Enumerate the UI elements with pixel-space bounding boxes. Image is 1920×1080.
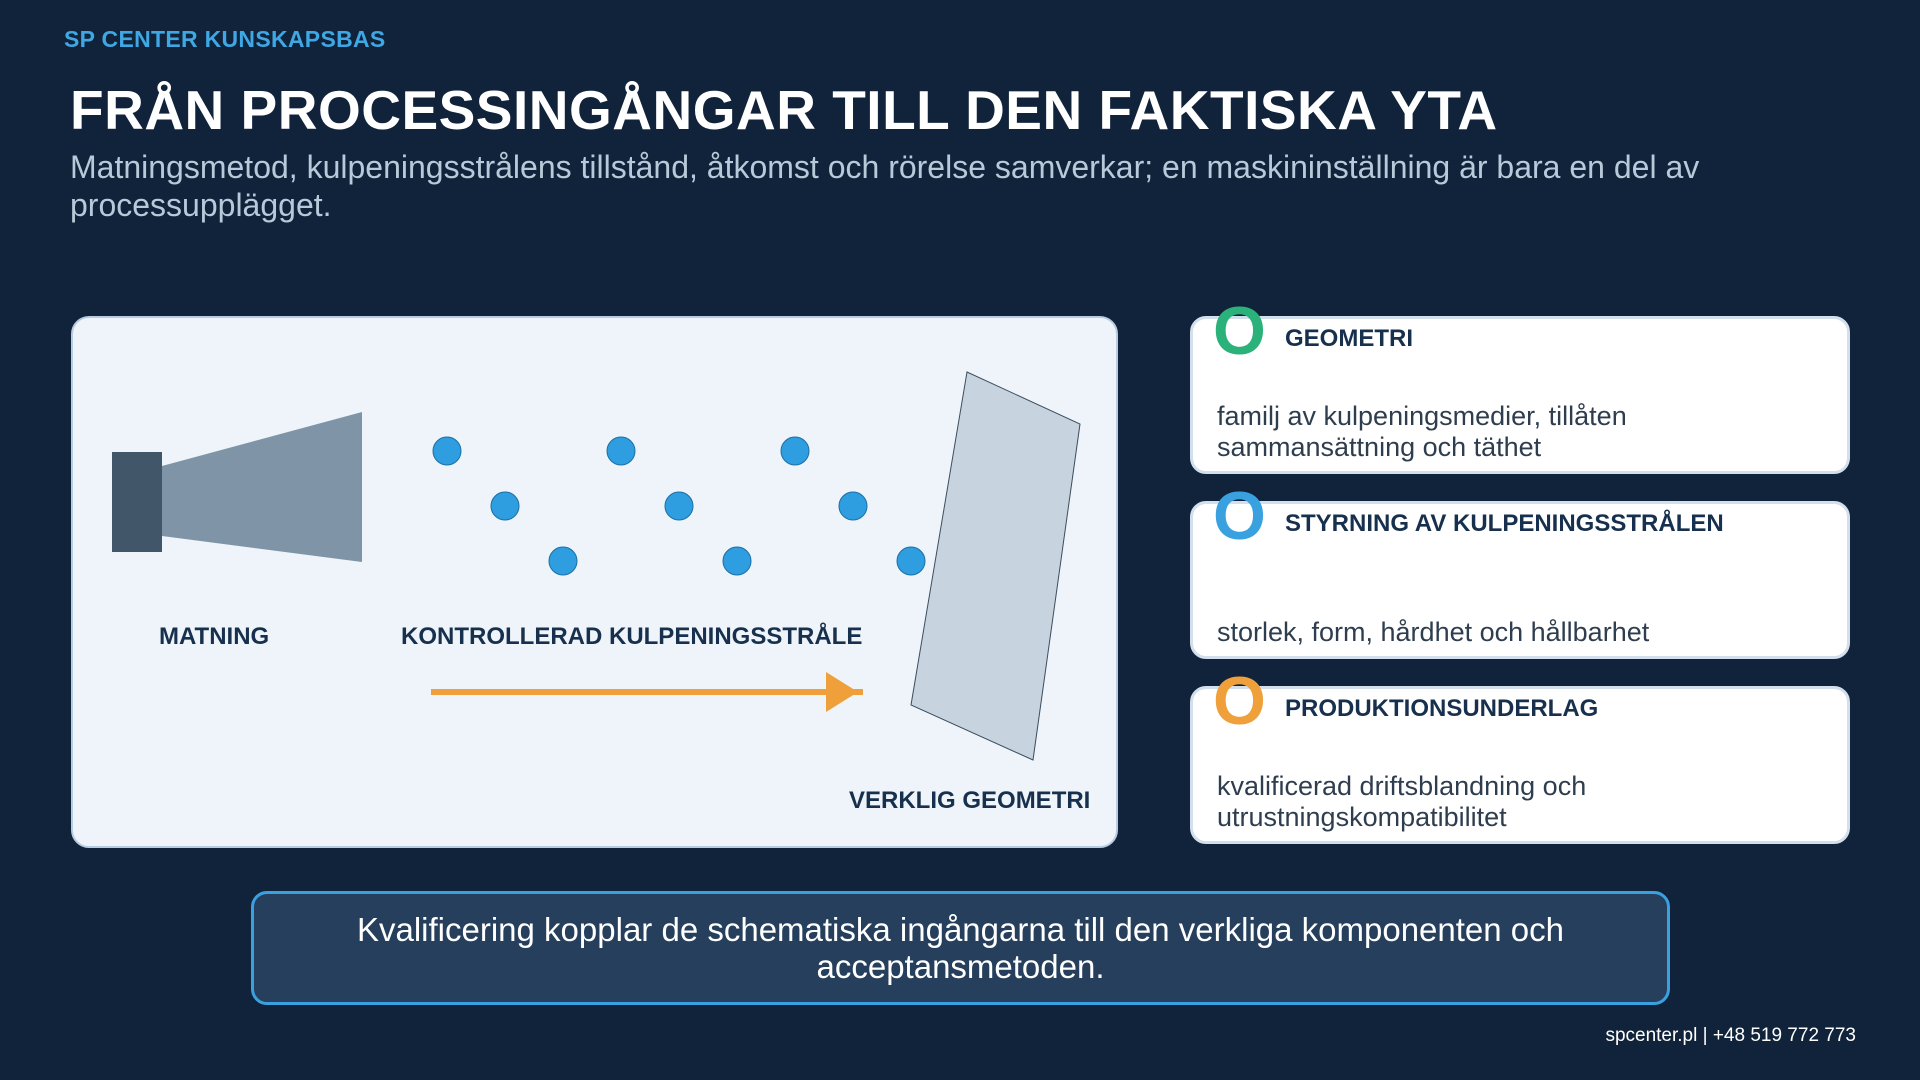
circle-icon: O bbox=[1213, 293, 1266, 369]
circle-icon: O bbox=[1213, 478, 1266, 554]
shot-particles bbox=[433, 437, 925, 575]
feed-label: MATNING bbox=[159, 623, 270, 650]
page-subtitle: Matningsmetod, kulpeningsstrålens tillstånd, åtkomst och rörelse samverkar; en maskininställning är bara en del av processupplägget. bbox=[70, 149, 1700, 223]
stream-label: KONTROLLERAD KULPENINGSSTRÅLE bbox=[401, 623, 863, 650]
shot-particle bbox=[491, 492, 519, 520]
card-production bbox=[1190, 663, 1850, 844]
shot-particle bbox=[549, 547, 577, 575]
card-geometry bbox=[1190, 293, 1850, 474]
card-body: storlek, form, hårdhet och hållbarhet bbox=[1217, 617, 1650, 647]
page-title: FRÅN PROCESSINGÅNGAR TILL DEN FAKTISKA YTA bbox=[70, 79, 1498, 141]
card-body: familj av kulpeningsmedier, tillåten sammansättning och täthet bbox=[1217, 401, 1627, 462]
target-surface bbox=[911, 372, 1080, 760]
nozzle-cone bbox=[162, 412, 362, 562]
card-title: GEOMETRI bbox=[1285, 325, 1414, 352]
card-title: STYRNING AV KULPENINGSSTRÅLEN bbox=[1285, 510, 1724, 537]
shot-particle bbox=[897, 547, 925, 575]
diagram-graphic bbox=[73, 318, 1118, 848]
shot-particle bbox=[607, 437, 635, 465]
qualification-callout: Kvalificering kopplar de schematiska ingångarna till den verkliga komponenten och acceptansmetoden. bbox=[251, 891, 1670, 1005]
nozzle-body bbox=[112, 452, 162, 552]
flow-arrow-head bbox=[826, 672, 858, 712]
brand-label: SP CENTER KUNSKAPSBAS bbox=[64, 26, 386, 52]
shot-particle bbox=[433, 437, 461, 465]
card-body: kvalificerad driftsblandning och utrustningskompatibilitet bbox=[1217, 771, 1587, 832]
shot-particle bbox=[781, 437, 809, 465]
shot-particle bbox=[665, 492, 693, 520]
shot-particle bbox=[723, 547, 751, 575]
circle-icon: O bbox=[1213, 663, 1266, 739]
card-title: PRODUKTIONSUNDERLAG bbox=[1285, 695, 1599, 722]
process-diagram bbox=[71, 316, 1118, 848]
footer-contact: spcenter.pl | +48 519 772 773 bbox=[1605, 1025, 1856, 1046]
card-stream-control bbox=[1190, 478, 1850, 659]
shot-particle bbox=[839, 492, 867, 520]
geometry-label: VERKLIG GEOMETRI bbox=[849, 787, 1091, 814]
